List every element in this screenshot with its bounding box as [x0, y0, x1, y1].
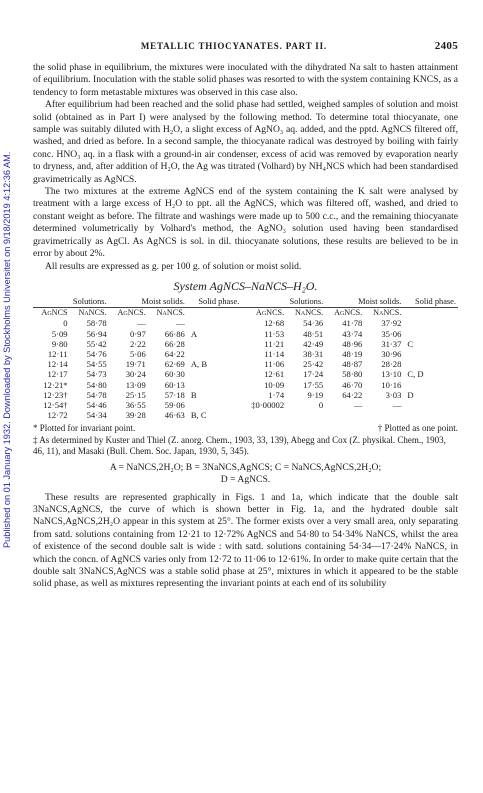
column-header: NaNCS.	[148, 308, 187, 319]
table-cell: 36·55	[125, 399, 146, 410]
table-cell: 41·78	[342, 318, 363, 329]
table-row	[33, 339, 458, 349]
table-cell: 55·42	[86, 338, 107, 349]
solid-phase-cell: D	[407, 389, 414, 400]
solid-phase-cell	[403, 359, 458, 369]
table-cell: 64·22	[164, 348, 185, 359]
table-cell: 48·51	[303, 328, 324, 339]
table-row	[33, 400, 458, 410]
paragraph-1: the solid phase in equilibrium, the mixtures were inoculated with the dihydrated Na salt to hasten attainment of equilibrium. Inoculation with the stable solid phases was resorted to with the system containing KNCS, as a tendency to form metastable mixtures was observed in this case also.	[33, 62, 458, 98]
solid-phase-cell: A	[190, 328, 198, 339]
solid-phase-cell	[403, 329, 458, 339]
table-cell: ‡0·00002	[251, 399, 285, 410]
table-cell: 0·97	[129, 328, 146, 339]
table-cell: 12·21*	[43, 379, 68, 390]
table-cell: 46·70	[342, 379, 363, 390]
table-row	[33, 369, 458, 379]
footnotes	[33, 423, 458, 457]
group-header-moist-solids: Moist solids.	[141, 296, 185, 306]
table-cell: 12·23†	[43, 389, 68, 400]
page	[33, 40, 458, 591]
table-cell: 25·15	[125, 389, 146, 400]
system-title: System AgNCS–NaNCS–H₂O.	[173, 278, 318, 293]
table-cell: 19·71	[125, 359, 146, 370]
table-cell: 58·78	[86, 318, 107, 329]
column-header: NaNCS.	[364, 308, 403, 319]
running-title: METALLIC THIOCYANATES. PART II.	[140, 41, 327, 51]
table-cell: 10·16	[381, 379, 402, 390]
table-cell: —	[392, 399, 402, 410]
download-stamp: Published on 01 January 1932. Downloaded by Stockholms Universitet on 9/18/2019 4:12:36 AM.	[2, 151, 12, 549]
table-cell: 66·86	[164, 328, 185, 339]
table-cell	[325, 410, 364, 420]
table-cell: 43·74	[342, 328, 363, 339]
table-cell: 54·34	[86, 410, 107, 421]
table-cell: 25·42	[303, 359, 324, 370]
table-cell	[286, 410, 325, 420]
table-cell: 30·96	[381, 348, 402, 359]
table-cell: 12·11	[47, 348, 68, 359]
column-header: AgNCS	[33, 308, 70, 319]
paragraph-4: All results are expressed as g. per 100 g. of solution or moist solid.	[45, 260, 302, 272]
solubility-table	[33, 297, 458, 420]
table-cell: 0	[318, 399, 324, 410]
page-number: 2405	[434, 40, 458, 52]
column-header	[403, 308, 458, 319]
table-cell: 30·24	[125, 369, 146, 380]
table-cell: 48·87	[342, 359, 363, 370]
table-cell: 60·30	[164, 369, 185, 380]
table-cell: 12·54†	[43, 399, 68, 410]
table-cell: 13·09	[125, 379, 146, 390]
table-cell: 17·55	[303, 379, 324, 390]
table-cell: 1·74	[268, 389, 285, 400]
table-cell: —	[353, 399, 363, 410]
table-cell: 5·06	[129, 348, 146, 359]
legend-line-2: D = AgNCS.	[220, 473, 271, 485]
table-cell: 54·46	[86, 399, 107, 410]
table-row	[33, 380, 458, 390]
solid-phase-cell: C	[407, 338, 414, 349]
solid-phase-cell: C, D	[407, 369, 424, 380]
table-cell: 11·06	[264, 359, 285, 370]
table-cell: 54·76	[86, 348, 107, 359]
table-cell: 9·80	[51, 338, 68, 349]
table-cell: 42·49	[303, 338, 324, 349]
table-cell: —	[137, 318, 146, 329]
table-cell: 54·80	[86, 379, 107, 390]
table-cell: 12·61	[264, 369, 285, 380]
table-cell	[364, 410, 403, 420]
table-row	[33, 318, 458, 328]
table-cell: 58·80	[342, 369, 363, 380]
phase-legend	[33, 462, 458, 486]
table-cell: 64·22	[342, 389, 363, 400]
group-header-solutions-2: Solutions.	[289, 296, 324, 306]
table-cell: 12·72	[47, 410, 68, 421]
table-cell: 12·17	[47, 369, 68, 380]
solid-phase-cell	[187, 400, 242, 410]
legend-line-1: A = NaNCS,2H₂O; B = 3NaNCS,AgNCS; C = NaNCS,AgNCS,2H₂O;	[109, 461, 382, 473]
table-cell: 62·69	[164, 359, 185, 370]
table-cell: 12·14	[47, 359, 68, 370]
column-header: AgNCS.	[109, 308, 148, 319]
table-cell: —	[176, 318, 185, 329]
table-cell: 37·92	[381, 318, 402, 329]
table-cell: 46·63	[164, 410, 185, 421]
table-cell: 3·03	[385, 389, 402, 400]
column-header	[187, 308, 242, 319]
table-cell: 5·09	[51, 328, 68, 339]
table-cell: 31·37	[381, 338, 402, 349]
solid-phase-cell	[403, 349, 458, 359]
group-header-solid-phase-2: Solid phase.	[415, 296, 456, 306]
table-cell: 57·18	[164, 389, 185, 400]
column-header: NaNCS.	[70, 308, 109, 319]
table-cell: 38·31	[303, 348, 324, 359]
table-cell: 66·28	[164, 338, 185, 349]
table-cell: 13·10	[381, 369, 402, 380]
table-cell: 39·28	[125, 410, 146, 421]
group-header-solid-phase: Solid phase.	[198, 296, 240, 306]
group-header-moist-solids-2: Moist solids.	[358, 296, 402, 306]
solid-phase-cell	[403, 400, 458, 410]
table-cell	[241, 410, 286, 420]
table-cell: 11·14	[264, 348, 285, 359]
table-cell: 59·06	[164, 399, 185, 410]
solid-phase-cell	[403, 410, 458, 420]
table-cell: 11·53	[264, 328, 285, 339]
table-cell: 54·55	[86, 359, 107, 370]
paragraph-2: After equilibrium had been reached and the solid phase had settled, weighed samples of solution and moist solid (obtained as in Part I) were analysed by the following method. To determine total thiocyanate, one sample was suitably diluted with H₂O, a slight excess of AgNO₃ aq. added, and the pptd. AgNCS filtered off, washed, and dried as before. In a second sample, the thiocyanate radical was destroyed by boiling with fairly conc. HNO₃ aq. in a flask with a ground-in air condenser, excess of acid was removed by evaporation nearly to dryness, and, after addition of H₂O, the Ag was titrated (Volhard) by NH₄NCS which had been standardised gravimetrically as AgNCS.	[33, 99, 458, 185]
table-cell: 35·06	[381, 328, 402, 339]
table-cell: 54·36	[303, 318, 324, 329]
footnote-star: * Plotted for invariant point.	[33, 423, 136, 434]
table-cell: 9·19	[307, 389, 324, 400]
footnote-double-dagger: ‡ As determined by Kuster and Thiel (Z. anorg. Chem., 1903, 33, 139), Abegg and Cox (Z. physikal. Chem., 1903, 46, 11), and Masaki (Bull. Chem. Soc. Japan, 1930, 5, 345).	[33, 434, 446, 457]
column-header: AgNCS.	[241, 308, 286, 319]
solid-phase-cell: A, B	[190, 359, 208, 370]
table-cell: 0	[63, 318, 68, 329]
table-row	[33, 390, 458, 400]
table-cell: 10·09	[264, 379, 285, 390]
solid-phase-cell	[403, 318, 458, 328]
solid-phase-cell	[187, 369, 242, 379]
paragraph-3: The two mixtures at the extreme AgNCS end of the system containing the K salt were analysed by treatment with a large excess of H₂O to ppt. all the AgNCS, which was filtered off, washed, and dried to constant weight as before. The filtrate and washings were made up to 500 c.c., and the remaining thiocyanate determined volumetrically by Volhard's method, the AgNO₃ solution used having been standardised gravimetrically as AgCl. As AgNCS is sol. in dil. thiocyanate solutions, these results are believed to be in error by about 2%.	[33, 186, 458, 260]
solid-phase-cell	[403, 380, 458, 390]
group-header-solutions: Solutions.	[72, 296, 107, 306]
solid-phase-cell	[187, 380, 242, 390]
table-cell: 12·68	[264, 318, 285, 329]
table-cell: 17·24	[303, 369, 324, 380]
table-cell: 48·19	[342, 348, 363, 359]
column-header: AgNCS.	[325, 308, 364, 319]
solid-phase-cell: B	[190, 389, 197, 400]
solid-phase-cell: B, C	[190, 410, 207, 421]
table-row	[33, 349, 458, 359]
table-cell: 56·94	[86, 328, 107, 339]
table-cell: 2·22	[129, 338, 146, 349]
solid-phase-cell	[187, 339, 242, 349]
table-row	[33, 359, 458, 369]
column-header: NaNCS.	[286, 308, 325, 319]
table-row	[33, 329, 458, 339]
table-group-header-row	[33, 297, 458, 308]
table-row	[33, 410, 458, 420]
table-column-header-row	[33, 308, 458, 319]
table-cell: 11·21	[264, 338, 285, 349]
solid-phase-cell	[187, 349, 242, 359]
table-cell: 60·13	[164, 379, 185, 390]
running-header	[33, 40, 458, 52]
table-cell: 54·78	[86, 389, 107, 400]
solid-phase-cell	[187, 318, 242, 328]
table-cell: 48·96	[342, 338, 363, 349]
table-cell: 28·28	[381, 359, 402, 370]
closing-paragraph: These results are represented graphically in Figs. 1 and 1a, which indicate that the double salt 3NaNCS,AgNCS, the curve of which is shown better in Fig. 1a, and the hydrated double salt NaNCS,AgNCS,2H₂O appear in this system at 25°. The former exists over a very small area, only separating from satd. solutions containing from 12·21 to 12·72% AgNCS and 54·80 to 54·34% NaNCS, whilst the area of existence of the second double salt is wide : with satd. solutions containing 54·34—17·24% NaNCS, in which the concn. of AgNCS varies only from 12·72 to 11·06 to 12·61%. In order to make quite certain that the double salt 3NaNCS,AgNCS was a stable solid phase at 25°, mixtures in which it appeared to be the stable solid phase, as well as mixtures representing the invariant points at each end of its solubility	[33, 491, 458, 590]
table-cell: 54·73	[86, 369, 107, 380]
footnote-dagger: † Plotted as one point.	[377, 423, 458, 434]
